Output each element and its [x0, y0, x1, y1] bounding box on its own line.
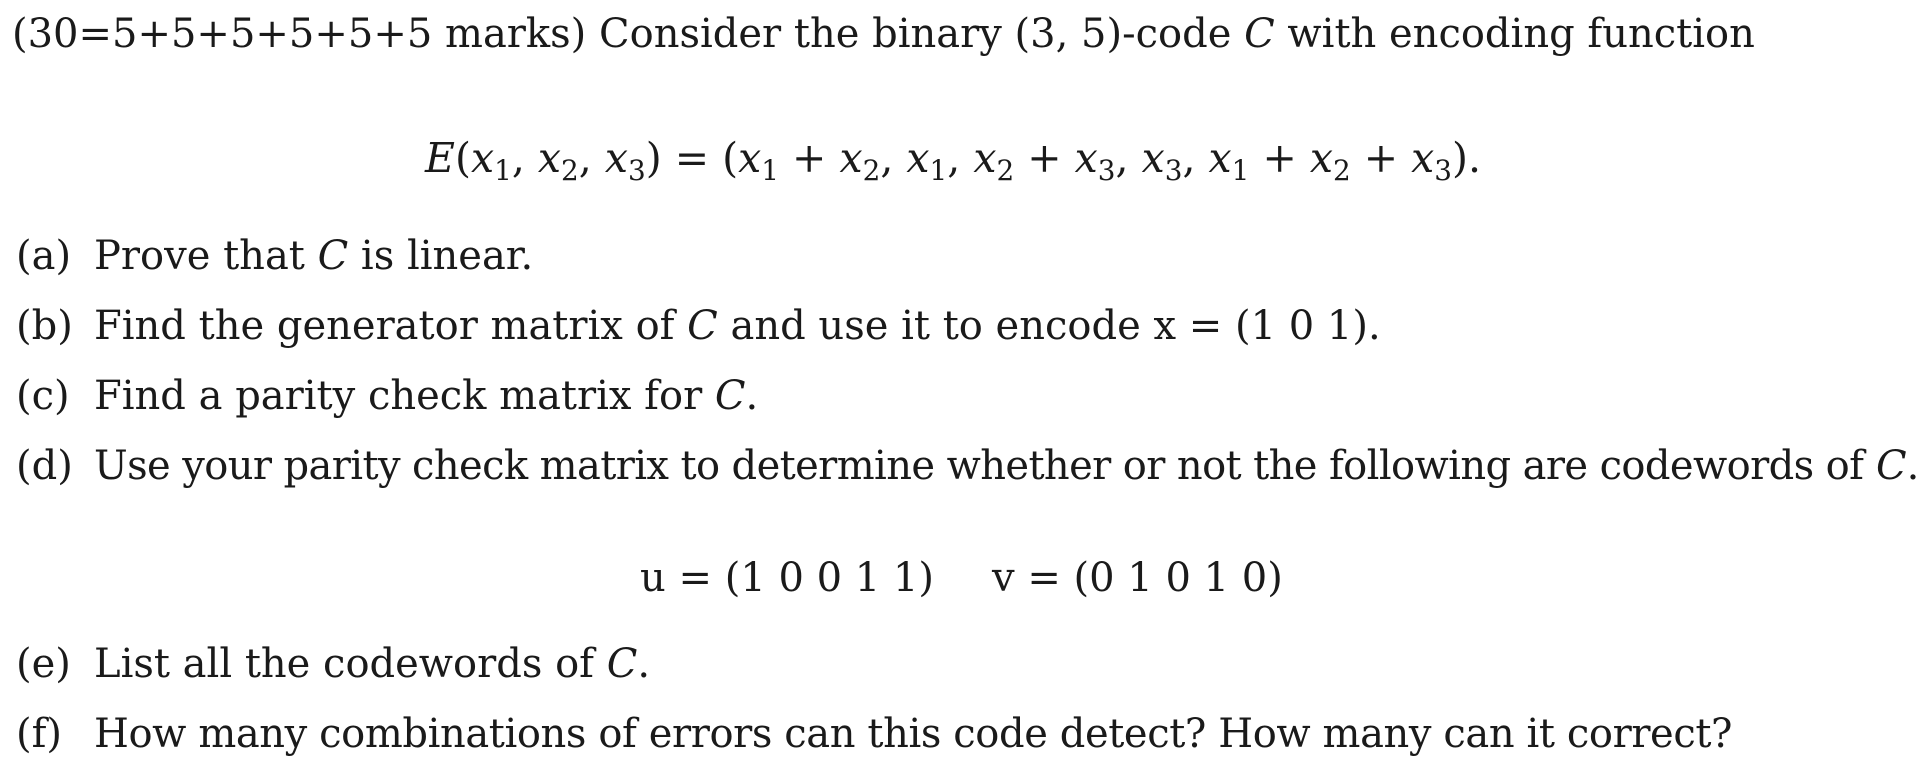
encoding-equation: $E(x_1$, $x_2$, $x_3) = (x_1 + x_2$, $x_1$, $x_2 + x_3$, $x_3$, $x_1 + x_2 + x_3$).: [425, 134, 1482, 187]
intro-text-2: with encoding function: [1287, 11, 1755, 57]
part-f: (f) How many combinations of errors can this code detect? How many can it correct?: [16, 711, 1733, 757]
code-symbol: C: [1244, 11, 1275, 57]
intro-line: [12, 11, 1755, 57]
part-label: (c): [16, 373, 70, 419]
part-d: (d) Use your parity check matrix to determine whether or not the following are codewords of C.: [16, 443, 1919, 489]
part-e: (e) List all the codewords of C.: [16, 641, 651, 687]
vector-u: u = (1 0 0 1 1): [640, 555, 935, 601]
code-symbol: C: [1876, 443, 1907, 489]
part-a: (a) Prove that C is linear.: [16, 233, 534, 279]
part-label: (a): [16, 233, 72, 279]
part-label: (b): [16, 303, 73, 349]
part-label: (f): [16, 711, 63, 757]
intro-text: Consider the binary (3, 5)-code: [599, 11, 1232, 57]
vector-v: v = (0 1 0 1 0): [992, 555, 1283, 601]
vector-x: x = (1 0 1).: [1153, 303, 1381, 349]
code-symbol: C: [687, 303, 718, 349]
marks-text: (30=5+5+5+5+5+5 marks): [12, 11, 587, 57]
code-symbol: C: [317, 233, 349, 279]
code-symbol: C: [714, 373, 746, 419]
part-label: (e): [16, 641, 71, 687]
code-symbol: C: [606, 641, 638, 687]
part-label: (d): [16, 443, 73, 489]
part-c: (c) Find a parity check matrix for C.: [16, 373, 759, 419]
part-b: (b) Find the generator matrix of C and use it to encode x = (1 0 1).: [16, 303, 1381, 349]
